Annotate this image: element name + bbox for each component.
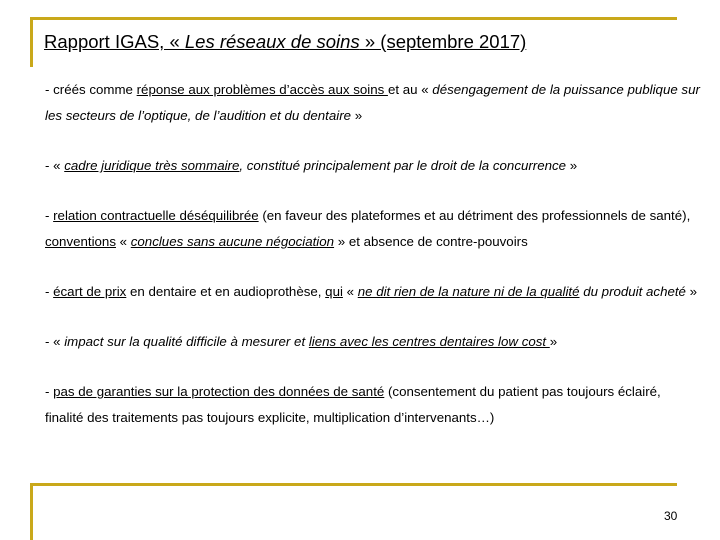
bullet-item [45, 77, 700, 129]
bullet-text-run: - « [45, 158, 65, 173]
bullet-list [45, 77, 700, 455]
bullet-item [45, 153, 700, 179]
bullet-item [45, 203, 700, 255]
frame-top-border [30, 17, 677, 20]
title-prefix: Rapport IGAS, « [44, 31, 185, 52]
bullet-text-run: en dentaire et en audioprothèse, [126, 284, 326, 299]
bullet-text-run: , constitué principalement par le droit de la concurrence [239, 158, 567, 173]
bullet-text-run: qui [325, 284, 343, 299]
page-number: 30 [664, 509, 678, 523]
bullet-text-run: (en faveur des plateformes et au détriment des professionnels de santé), [258, 208, 691, 223]
bullet-text-run: » [351, 108, 363, 123]
bullet-text-run: écart de prix [53, 284, 127, 299]
frame-left-top-border [30, 17, 33, 67]
bullet-text-run: et au « [387, 82, 433, 97]
bullet-text-run: - créés comme [45, 82, 137, 97]
bullet-text-run: - [45, 284, 54, 299]
bullet-text-run: » [685, 284, 698, 299]
bullet-item [45, 379, 700, 431]
bullet-text-run: « [342, 284, 358, 299]
bullet-text-run: du produit acheté [579, 284, 686, 299]
title-suffix: » (septembre 2017) [359, 31, 527, 52]
bullet-text-run: conventions [45, 234, 116, 249]
bullet-text-run: » [549, 334, 558, 349]
bullet-text-run: - [45, 384, 54, 399]
bullet-text-run: relation contractuelle déséquilibrée [53, 208, 259, 223]
frame-bottom-border [30, 483, 677, 486]
bullet-text-run: réponse aux problèmes d’accès aux soins [136, 82, 388, 97]
slide-title [44, 31, 526, 53]
bullet-text-run: conclues sans aucune négociation [130, 234, 335, 249]
bullet-text-run: pas de garanties sur la protection des données de santé [53, 384, 385, 399]
bullet-text-run: cadre juridique très sommaire [64, 158, 240, 173]
bullet-text-run: (consentement du patient pas toujours éclairé, finalité des traitements pas toujours explicite, multiplication d’intervenants…) [45, 384, 661, 425]
title-italic: Les réseaux de soins [184, 31, 360, 52]
bullet-text-run: « [115, 234, 131, 249]
bullet-item [45, 329, 700, 355]
bullet-text-run: ne dit rien de la nature ni de la qualité [357, 284, 580, 299]
bullet-item [45, 279, 700, 305]
bullet-text-run: - [45, 208, 54, 223]
bullet-text-run: » [566, 158, 578, 173]
bullet-text-run: désengagement de la puissance publique sur les secteurs de l’optique, de l’audition et du dentaire [45, 82, 700, 123]
bullet-text-run: liens avec les centres dentaires low cost [308, 334, 550, 349]
frame-left-bottom-border [30, 483, 33, 540]
bullet-text-run: » et absence de contre-pouvoirs [334, 234, 528, 249]
bullet-text-run: impact sur la qualité difficile à mesurer et [64, 334, 309, 349]
bullet-text-run: - « [45, 334, 65, 349]
